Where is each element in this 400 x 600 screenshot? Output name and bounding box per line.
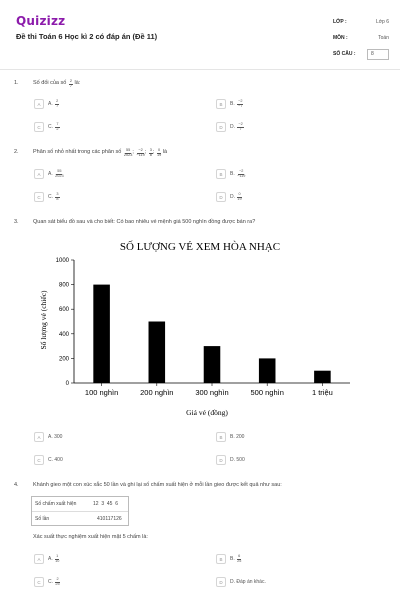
bar xyxy=(314,371,331,383)
fraction: $\frac{0}{19}$ xyxy=(156,148,162,157)
chart-title: SỐ LƯỢNG VÉ XEM HÒA NHẠC xyxy=(119,241,281,253)
bar xyxy=(259,358,276,383)
x-tick-label: 300 nghìn xyxy=(195,388,229,397)
x-tick-label: 1 triệu xyxy=(311,388,333,397)
y-tick-label: 200 xyxy=(58,356,69,363)
x-tick-label: 200 nghìn xyxy=(140,388,174,397)
chart-ylabel: Số lượng vé (chiếc) xyxy=(39,290,48,350)
fraction: $\frac{55}{2023}$ xyxy=(123,148,133,157)
q2-option-b[interactable]: B B. $\frac{-2}{-119}$ xyxy=(216,169,245,179)
q2-option-a[interactable]: A A. $\frac{55}{2023}$ xyxy=(34,169,64,179)
fraction: $\frac{3}{8}$ xyxy=(149,148,152,157)
fraction: $\frac{2}{7}$ xyxy=(69,79,72,88)
bar-chart-svg xyxy=(30,236,350,421)
question-2: 2. Phân số nhỏ nhất trong các phân số $\frac{55}{2023}$ ; $\frac{-2}{-119}$ ; $\frac{3}{8}$ ; $\frac{0}{19}$ là xyxy=(14,148,167,157)
q4-option-a[interactable]: A A. $\frac{1}{10}$ xyxy=(34,554,59,564)
question-4-sub: Xác suất thực nghiệm xuất hiện mặt 5 chấm là: xyxy=(33,534,148,540)
q4-option-b[interactable]: B B. $\frac{6}{25}$ xyxy=(216,554,241,564)
q3-option-d[interactable]: D D. 500 xyxy=(216,455,245,465)
exam-title: Đề thi Toán 6 Học kì 2 có đáp án (Đề 11) xyxy=(16,32,158,41)
meta-question-count: SỐ CÂU : 8 xyxy=(333,46,389,62)
bar xyxy=(93,285,110,383)
fraction: $\frac{-2}{-119}$ xyxy=(136,148,145,157)
meta-class: LỚP : Lớp 6 xyxy=(333,19,389,25)
exam-meta xyxy=(333,14,389,62)
y-tick-label: 0 xyxy=(65,381,69,387)
q1-option-a[interactable]: A A. $\frac{2}{7}$ xyxy=(34,99,59,109)
q2-option-d[interactable]: D D. $\frac{0}{19}$ xyxy=(216,192,242,202)
q1-option-b[interactable]: B B. $\frac{-2}{-7}$ xyxy=(216,99,243,109)
y-tick-label: 400 xyxy=(58,331,69,338)
bar xyxy=(204,346,221,383)
q4-option-d[interactable]: D D. Đáp án khác. xyxy=(216,577,266,587)
q3-option-a[interactable]: A A. 300 xyxy=(34,432,62,442)
q1-option-d[interactable]: D D. $\frac{-2}{7}$ xyxy=(216,122,244,132)
table-row: Số chấm xuất hiện 12 3 45 6 xyxy=(35,501,119,507)
q1-option-c[interactable]: C C. $\frac{7}{2}$ xyxy=(34,122,60,132)
chart-bars xyxy=(93,285,330,383)
meta-subject: MÔN : Toán xyxy=(333,35,389,41)
bar xyxy=(149,322,166,384)
x-tick-label: 500 nghìn xyxy=(250,388,284,397)
dice-result-table xyxy=(31,496,129,526)
chart-xlabel: Giá vé (đồng) xyxy=(186,408,228,417)
y-tick-label: 600 xyxy=(58,307,69,314)
x-tick-label: 100 nghìn xyxy=(84,388,119,397)
page-header xyxy=(0,0,400,70)
table-row: Số lần 410117126 xyxy=(32,511,128,525)
question-1: 1. Số đối của số $\frac{2}{7}$ là: xyxy=(14,79,81,88)
y-tick-label: 800 xyxy=(58,282,69,289)
question-4: 4. Khánh gieo một con xúc xắc 50 lần và ghi lại số chấm xuất hiện ở mỗi lần gieo được kết quả như sau: xyxy=(14,482,282,488)
q4-option-c[interactable]: C C. $\frac{2}{25}$ xyxy=(34,577,60,587)
q2-option-c[interactable]: C C. $\frac{3}{8}$ xyxy=(34,192,60,202)
chart-xticks xyxy=(85,383,333,397)
y-tick-label: 1000 xyxy=(55,258,69,264)
q3-option-c[interactable]: C C. 400 xyxy=(34,455,63,465)
q3-option-b[interactable]: B B. 200 xyxy=(216,432,244,442)
quizizz-logo[interactable]: Quizizz xyxy=(16,14,66,28)
ticket-bar-chart xyxy=(30,236,350,421)
chart-yticks xyxy=(56,258,74,387)
question-3: 3. Quan sát biểu đồ sau và cho biết: Có bao nhiêu vé mệnh giá 500 nghìn đồng được bán ra? xyxy=(14,219,256,225)
